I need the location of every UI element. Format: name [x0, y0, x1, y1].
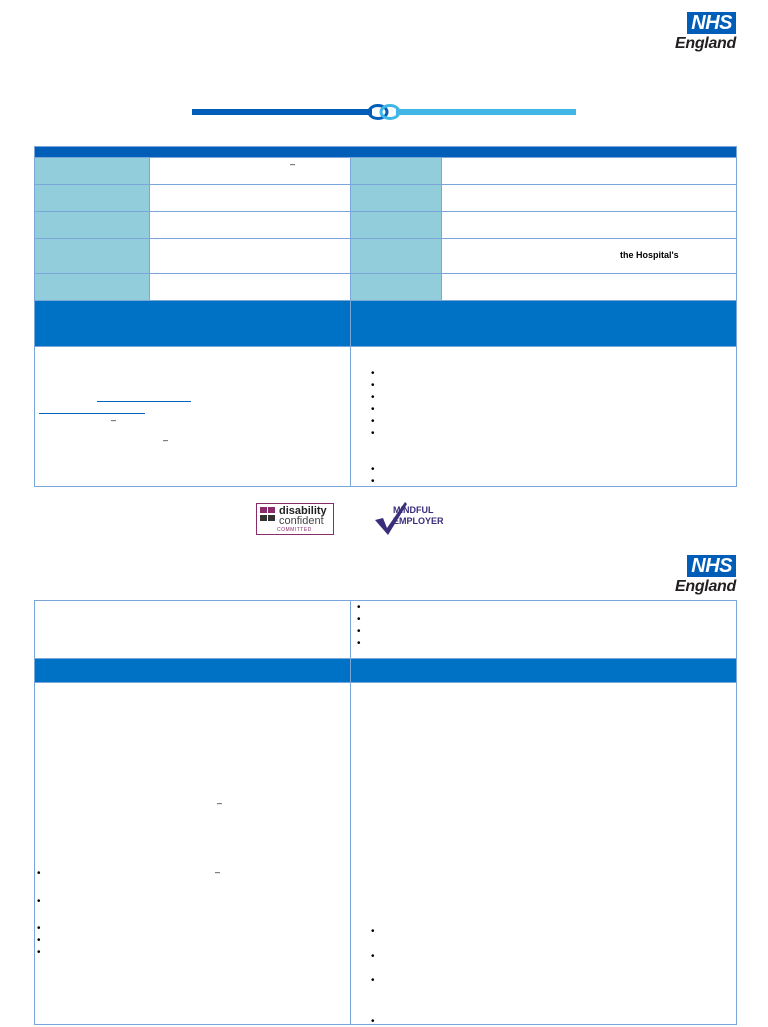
- list-item: •: [37, 896, 41, 907]
- list-item: •: [371, 404, 375, 415]
- label-cell: [35, 185, 150, 212]
- nhs-logo-box: NHS: [687, 555, 736, 577]
- list-item: •: [371, 464, 375, 475]
- value-cell: [150, 185, 351, 212]
- mindful-text: MINDFUL: [393, 505, 434, 515]
- value-cell: [442, 158, 737, 185]
- disability-text: disability: [279, 505, 327, 517]
- hyperlink-underline[interactable]: [97, 401, 191, 402]
- list-item: •: [371, 1016, 375, 1027]
- label-cell: [35, 212, 150, 239]
- job-description-table: [34, 600, 737, 1025]
- nhs-logo-box: NHS: [687, 12, 736, 34]
- chain-ribbon-icon: [192, 102, 576, 122]
- label-cell: [351, 158, 442, 185]
- label-cell: [351, 212, 442, 239]
- label-cell: [35, 239, 150, 274]
- confident-text: confident: [279, 515, 324, 527]
- list-item: •: [37, 935, 41, 946]
- job-details-table: [34, 146, 737, 487]
- section-body-left: [35, 683, 351, 1025]
- value-cell: [442, 212, 737, 239]
- nhs-logo-region: England: [674, 35, 736, 52]
- dash-mark: –: [163, 435, 169, 445]
- list-item: •: [357, 602, 361, 613]
- section-body-right: [351, 683, 737, 1025]
- hyperlink-underline[interactable]: [39, 413, 145, 414]
- mindful-employer-logo: [373, 500, 453, 536]
- value-cell: [442, 185, 737, 212]
- label-cell: [351, 185, 442, 212]
- nhs-england-logo-page2: [664, 555, 736, 596]
- section-header-right: [351, 659, 737, 683]
- value-cell: [442, 239, 737, 274]
- list-item: •: [371, 926, 375, 937]
- dash-mark: –: [290, 159, 296, 169]
- value-cell: [150, 274, 351, 301]
- label-cell: [351, 239, 442, 274]
- section-header-left: [35, 659, 351, 683]
- dash-mark: –: [215, 867, 221, 877]
- section-header-left: [35, 301, 351, 347]
- dash-mark: –: [111, 415, 117, 425]
- employer-text: EMPLOYER: [393, 516, 444, 526]
- list-item: •: [37, 923, 41, 934]
- list-item: •: [371, 380, 375, 391]
- list-item: •: [37, 868, 41, 879]
- disability-confident-logo: [256, 503, 334, 535]
- hospital-text: the Hospital's: [620, 250, 679, 260]
- value-cell: [442, 274, 737, 301]
- list-item: •: [371, 951, 375, 962]
- list-item: •: [357, 638, 361, 649]
- table-header-bar: [35, 147, 737, 158]
- list-item: •: [371, 392, 375, 403]
- list-item: •: [371, 476, 375, 487]
- list-item: •: [371, 428, 375, 439]
- nhs-england-logo: [664, 12, 736, 53]
- list-item: •: [357, 626, 361, 637]
- section-body-right: [351, 601, 737, 659]
- list-item: •: [371, 975, 375, 986]
- label-cell: [35, 158, 150, 185]
- value-cell: [150, 158, 351, 185]
- section-header-right: [351, 301, 737, 347]
- section-body-right: [351, 347, 737, 487]
- list-item: •: [371, 368, 375, 379]
- section-body-left: [35, 347, 351, 487]
- value-cell: [150, 212, 351, 239]
- value-cell: [150, 239, 351, 274]
- label-cell: [351, 274, 442, 301]
- nhs-logo-region: England: [674, 578, 736, 595]
- committed-text: COMMITTED: [277, 527, 312, 533]
- list-item: •: [371, 416, 375, 427]
- dash-mark: –: [217, 798, 223, 808]
- list-item: •: [357, 614, 361, 625]
- section-body-left: [35, 601, 351, 659]
- list-item: •: [37, 947, 41, 958]
- label-cell: [35, 274, 150, 301]
